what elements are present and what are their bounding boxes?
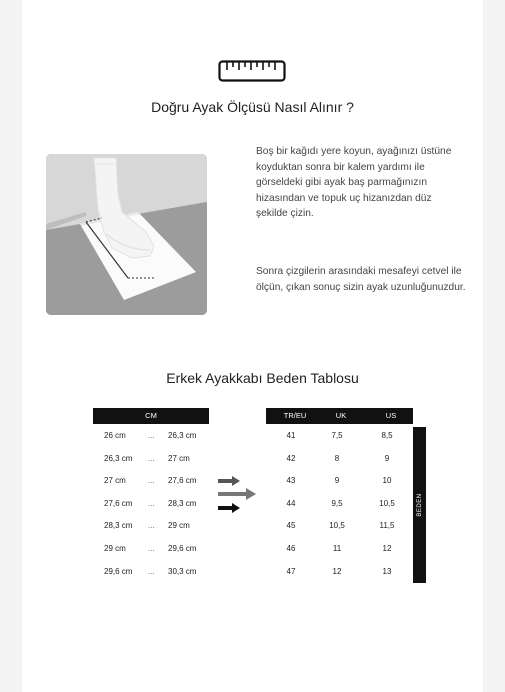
range-dots: ... [148, 521, 155, 531]
size-header [266, 408, 413, 424]
size-tr-eu: 46 [286, 544, 296, 553]
size-uk: 12 [332, 566, 342, 576]
size-us: 10,5 [379, 498, 395, 508]
range-dots: ... [148, 453, 155, 463]
table-row [22, 476, 483, 490]
cm-from: 29 cm [104, 544, 126, 553]
table-row [22, 499, 483, 513]
size-tr-eu: 44 [286, 498, 296, 508]
range-dots: ... [148, 498, 155, 508]
table-row [22, 521, 483, 535]
table-row [22, 454, 483, 468]
cm-to: 29 cm [168, 521, 190, 531]
cm-to: 27,6 cm [168, 476, 197, 486]
size-us: 12 [382, 544, 392, 553]
range-dots: ... [148, 431, 155, 440]
size-us: 9 [384, 453, 390, 463]
cm-from: 27 cm [104, 476, 126, 486]
range-dots: ... [148, 566, 155, 576]
cm-to: 26,3 cm [168, 431, 197, 440]
cm-from: 28,3 cm [104, 521, 133, 531]
header-us: US [385, 411, 397, 420]
size-uk: 9,5 [331, 498, 343, 508]
size-table-title: Erkek Ayakkabı Beden Tablosu [166, 370, 359, 386]
cm-from: 27,6 cm [104, 498, 133, 508]
size-tr-eu: 42 [286, 453, 296, 463]
size-uk: 11 [332, 544, 342, 553]
size-tr-eu: 47 [286, 566, 296, 576]
size-us: 10 [382, 476, 392, 486]
header-uk: UK [335, 411, 347, 420]
range-dots: ... [148, 544, 155, 553]
size-us: 8,5 [381, 431, 393, 440]
instruction-step-2: Sonra çizgilerin arasındaki mesafeyi cetvel ile ölçün, çıkan sonuç sizin ayak uzunluğunuzdur. [256, 266, 466, 293]
beden-side-label: BEDEN [413, 427, 426, 583]
cm-to: 28,3 cm [168, 498, 197, 508]
cm-to: 27 cm [168, 453, 190, 463]
size-tr-eu: 45 [286, 521, 296, 531]
size-uk: 9 [334, 476, 340, 486]
ruler-icon [218, 60, 286, 82]
size-uk: 8 [334, 453, 340, 463]
size-uk: 7,5 [331, 431, 343, 440]
size-tr-eu: 41 [286, 431, 296, 440]
size-guide-sheet [22, 0, 483, 692]
size-us: 13 [382, 566, 392, 576]
cm-header: CM [93, 408, 209, 424]
size-us: 11,5 [379, 521, 395, 531]
cm-to: 30,3 cm [168, 566, 197, 576]
table-row [22, 431, 483, 445]
size-uk: 10,5 [329, 521, 345, 531]
range-dots: ... [148, 476, 155, 486]
instruction-step-1: Boş bir kağıdı yere koyun, ayağınızı üstüne koyduktan sonra bir kalem yardımı ile görseldeki gibi ayak baş parmağınızın hizasından ve topuk uç hizanızdan düz şekilde çizin. [256, 146, 452, 219]
table-row [22, 567, 483, 581]
cm-from: 26,3 cm [104, 453, 133, 463]
cm-to: 29,6 cm [168, 544, 197, 553]
header-tr-eu: TR/EU [283, 411, 307, 420]
guide-title: Doğru Ayak Ölçüsü Nasıl Alınır ? [151, 99, 354, 115]
size-tr-eu: 43 [286, 476, 296, 486]
table-row [22, 544, 483, 558]
cm-from: 26 cm [104, 431, 126, 440]
foot-measure-photo [46, 154, 207, 315]
cm-from: 29,6 cm [104, 566, 133, 576]
